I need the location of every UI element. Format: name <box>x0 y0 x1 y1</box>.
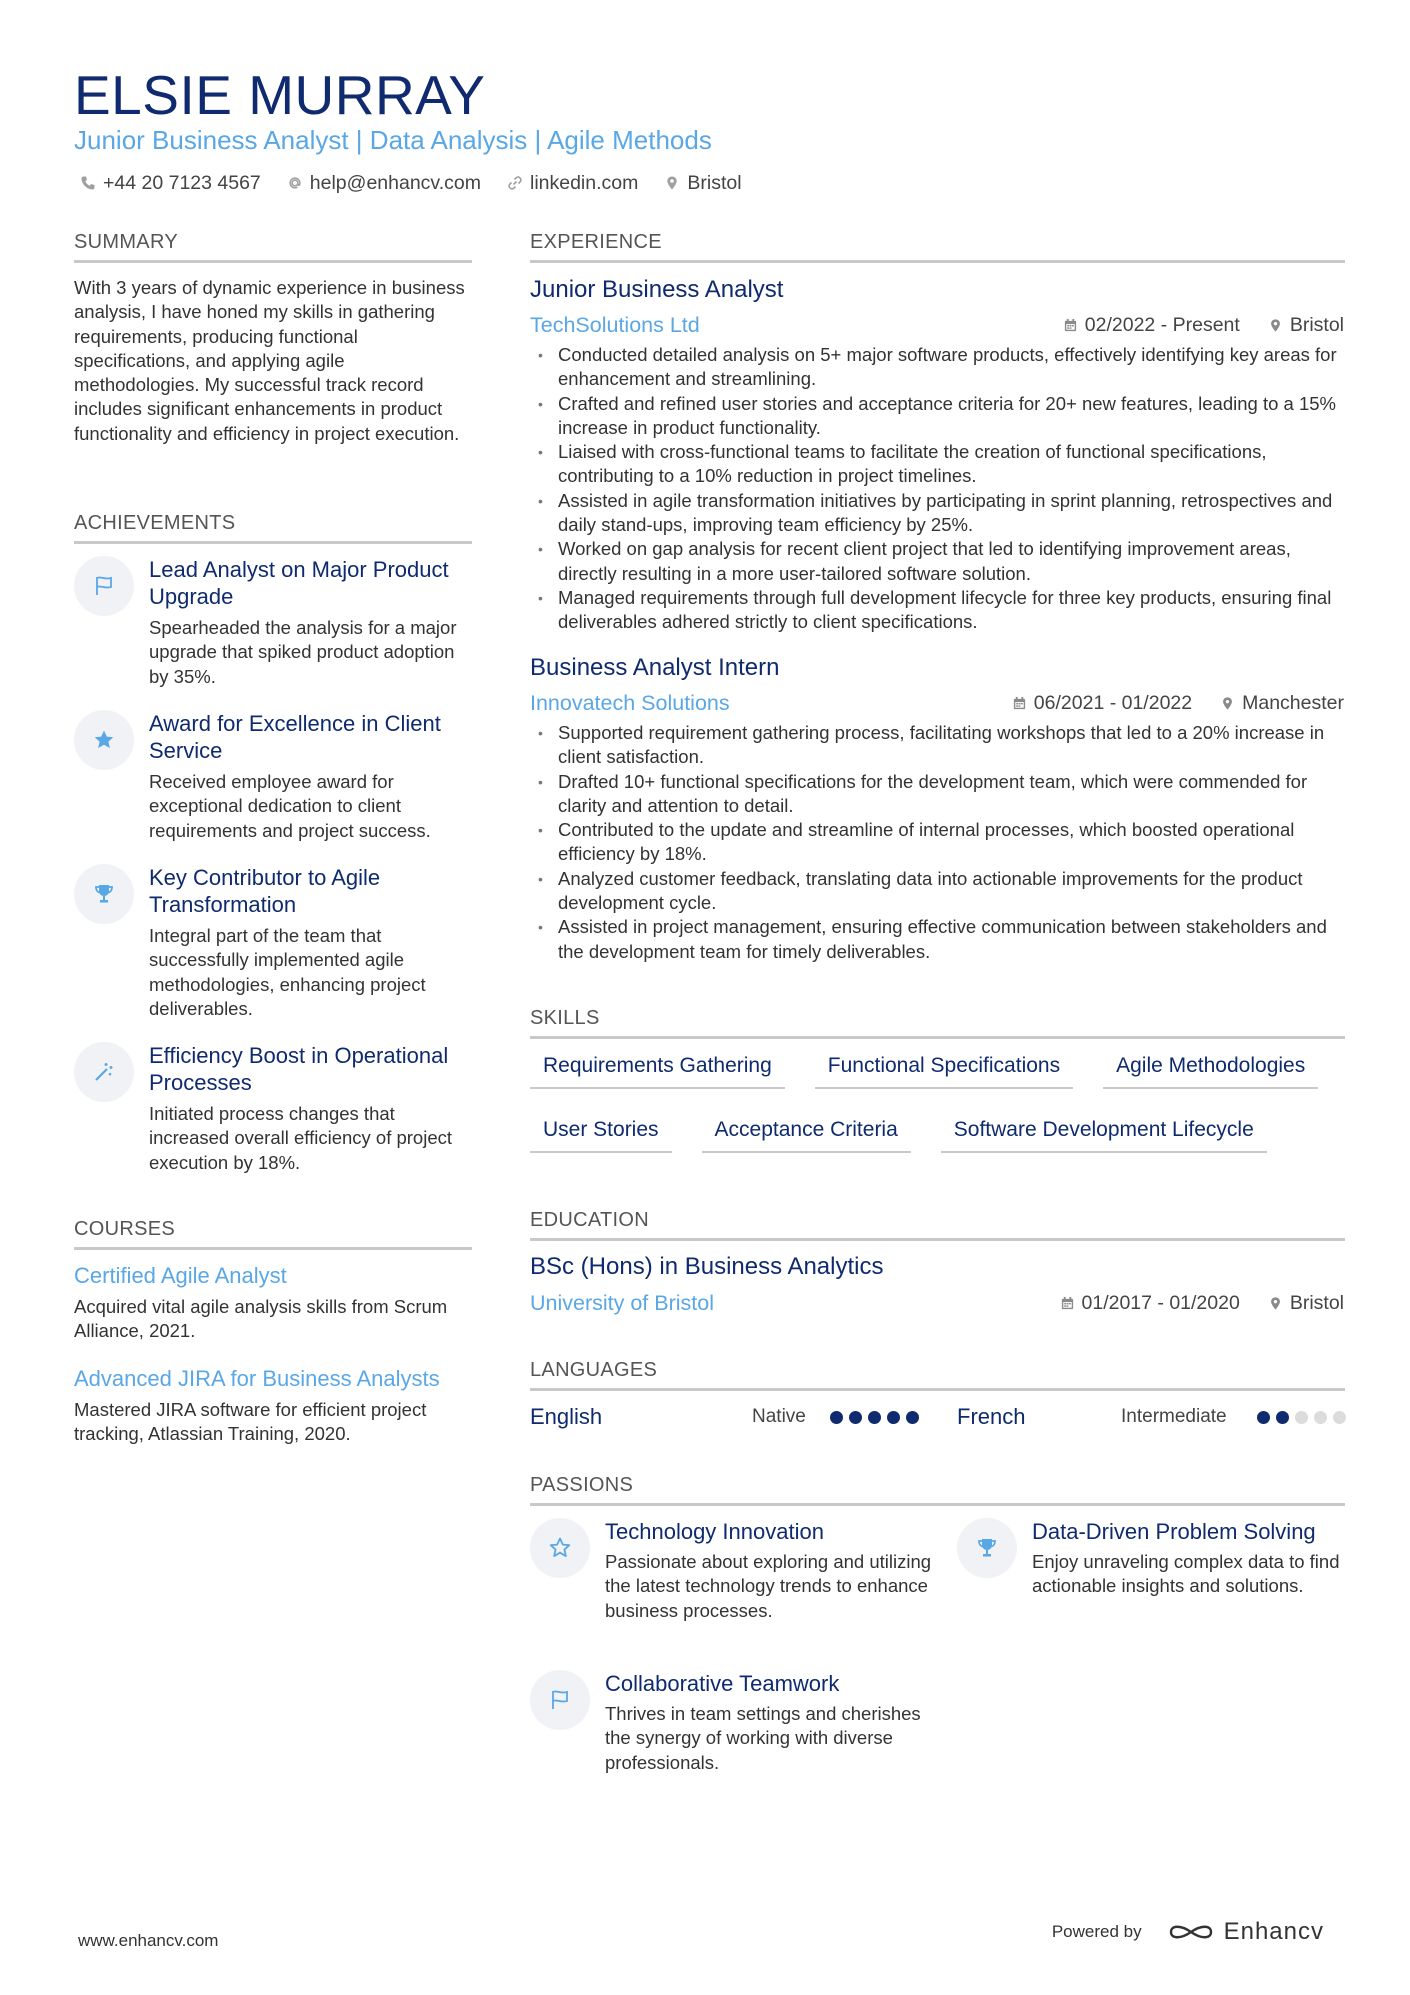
job-location-text: Manchester <box>1242 692 1344 714</box>
skill-tag: Acceptance Criteria <box>702 1116 911 1153</box>
brand-name: Enhancv <box>1223 1918 1324 1945</box>
job-location <box>1220 689 1344 717</box>
course-title: Certified Agile Analyst <box>74 1263 287 1288</box>
job-bullet: • Supported requirement gathering process, facilitating workshops that led to a 20% increase in client satisfaction. <box>530 721 1345 770</box>
job-bullet: • Drafted 10+ functional specifications for the development team, which were commended for clarity and attention to detail. <box>530 770 1345 819</box>
achievement-title: Award for Excellence in Client Service <box>149 711 441 763</box>
education-location-text: Bristol <box>1289 1292 1344 1314</box>
skill-tag: Functional Specifications <box>815 1052 1073 1089</box>
star-icon <box>92 728 116 752</box>
achievement-icon-badge <box>74 864 134 924</box>
summary-heading: SUMMARY <box>74 230 472 263</box>
passion-title: Data-Driven Problem Solving <box>1032 1519 1316 1544</box>
courses-heading: COURSES <box>74 1217 472 1250</box>
contact-linkedin[interactable] <box>507 170 638 196</box>
education-dates-text: 01/2017 - 01/2020 <box>1081 1292 1240 1314</box>
achievement-icon-badge <box>74 1042 134 1102</box>
footer-website[interactable]: www.enhancv.com <box>78 1931 219 1950</box>
contact-phone-text: +44 20 7123 4567 <box>103 172 261 194</box>
contact-email-text: help@enhancv.com <box>309 172 481 194</box>
passion-icon-badge <box>530 1518 590 1578</box>
calendar-icon <box>1063 318 1078 333</box>
job-location-text: Bristol <box>1289 314 1344 336</box>
flag-icon <box>548 1688 572 1712</box>
candidate-title: Junior Business Analyst | Data Analysis | Agile Methods <box>74 125 712 155</box>
brand-logo[interactable] <box>1168 1918 1324 1946</box>
contact-linkedin-text: linkedin.com <box>529 172 639 194</box>
achievement-desc: Received employee award for exceptional dedication to client requirements and project success. <box>149 771 431 841</box>
job-dates <box>1012 689 1192 717</box>
job-dates-text: 02/2022 - Present <box>1084 314 1240 336</box>
education-meta <box>1060 1289 1345 1317</box>
rating-dot <box>1257 1411 1270 1424</box>
job-company: Innovatech Solutions <box>530 691 730 715</box>
education-location <box>1268 1289 1344 1317</box>
powered-by-text: Powered by <box>1051 1922 1142 1941</box>
calendar-icon <box>1012 696 1027 711</box>
passion-desc: Thrives in team settings and cherishes the synergy of working with diverse professionals. <box>605 1703 921 1773</box>
rating-dot <box>887 1411 900 1424</box>
achievement-title: Key Contributor to Agile Transformation <box>149 865 381 917</box>
job-bullet: • Assisted in agile transformation initiatives by participating in sprint planning, retrospectives and daily stand-ups, improving team efficiency by 25%. <box>530 489 1345 538</box>
contact-email[interactable] <box>287 170 481 196</box>
contact-bar <box>80 170 742 196</box>
passion-title: Collaborative Teamwork <box>605 1671 840 1696</box>
skills-list <box>530 1052 1350 1153</box>
job-dates-text: 06/2021 - 01/2022 <box>1033 692 1193 714</box>
achievements-heading: ACHIEVEMENTS <box>74 511 472 544</box>
location-icon <box>1268 1296 1283 1311</box>
job-bullet: • Crafted and refined user stories and acceptance criteria for 20+ new features, leading to a 15% increase in product functionality. <box>530 392 1345 441</box>
education-school: University of Bristol <box>530 1291 714 1315</box>
job-bullet: • Worked on gap analysis for recent client project that led to identifying improvement areas, directly resulting in a more user-tailored software solution. <box>530 537 1345 586</box>
location-icon <box>1220 696 1235 711</box>
course-title: Advanced JIRA for Business Analysts <box>74 1366 440 1391</box>
rating-dot <box>830 1411 843 1424</box>
skill-tag: Software Development Lifecycle <box>941 1116 1267 1153</box>
magic-wand-icon <box>92 1060 116 1084</box>
job-bullet: • Liaised with cross-functional teams to facilitate the creation of functional specifications, contributing to a 10% reduction in project timelines. <box>530 440 1345 489</box>
job-bullet: • Assisted in project management, ensuring effective communication between stakeholders and the development team for timely deliverables. <box>530 915 1345 964</box>
passion-icon-badge <box>957 1518 1017 1578</box>
achievement-icon-badge <box>74 556 134 616</box>
experience-heading: EXPERIENCE <box>530 230 1345 263</box>
language-level: Intermediate <box>1121 1406 1227 1427</box>
languages-heading: LANGUAGES <box>530 1358 1345 1391</box>
achievement-desc: Spearheaded the analysis for a major upgrade that spiked product adoption by 35%. <box>149 617 457 687</box>
skill-tag: User Stories <box>530 1116 672 1153</box>
education-dates <box>1060 1289 1240 1317</box>
language-name: English <box>530 1404 603 1429</box>
job-dates <box>1063 311 1240 339</box>
achievement-title: Lead Analyst on Major Product Upgrade <box>149 557 449 609</box>
rating-dot <box>1314 1411 1327 1424</box>
rating-dot <box>868 1411 881 1424</box>
achievement-desc: Initiated process changes that increased overall efficiency of project execution by 18%. <box>149 1103 453 1173</box>
skill-tag: Agile Methodologies <box>1103 1052 1318 1089</box>
passion-desc: Passionate about exploring and utilizing the latest technology trends to enhance business processes. <box>605 1551 932 1621</box>
job-bullet: • Conducted detailed analysis on 5+ major software products, effectively identifying key areas for enhancement and streamlining. <box>530 343 1345 392</box>
contact-location <box>664 170 741 196</box>
calendar-icon <box>1060 1296 1075 1311</box>
job-bullet: • Managed requirements through full development lifecycle for three key products, ensuring final deliverables adhered strictly to client specifications. <box>530 586 1345 635</box>
job-company: TechSolutions Ltd <box>530 313 700 337</box>
skills-heading: SKILLS <box>530 1006 1345 1039</box>
link-icon <box>507 175 523 191</box>
rating-dot <box>1333 1411 1346 1424</box>
passions-heading: PASSIONS <box>530 1473 1345 1506</box>
job-title: Business Analyst Intern <box>530 654 780 681</box>
job-bullets <box>530 721 1345 964</box>
enhancv-logo-icon <box>1168 1920 1214 1944</box>
course-desc: Mastered JIRA software for efficient project tracking, Atlassian Training, 2020. <box>74 1399 427 1445</box>
achievement-desc: Integral part of the team that successfully implemented agile methodologies, enhancing project deliverables. <box>149 925 426 1019</box>
language-name: French <box>957 1404 1026 1429</box>
job-location <box>1268 311 1344 339</box>
candidate-name: ELSIE MURRAY <box>74 64 486 126</box>
contact-location-text: Bristol <box>687 172 742 194</box>
education-degree: BSc (Hons) in Business Analytics <box>530 1253 884 1280</box>
location-icon <box>664 175 680 191</box>
job-bullets <box>530 343 1345 635</box>
summary-text: With 3 years of dynamic experience in business analysis, I have honed my skills in gathering requirements, producing functional specifications, and applying agile methodologies. My successful track record includes significant enhancements in product functionality and efficiency in project execution. <box>74 277 465 444</box>
passion-title: Technology Innovation <box>605 1519 824 1544</box>
job-bullet: • Analyzed customer feedback, translating data into actionable improvements for the product development cycle. <box>530 867 1345 916</box>
rating-dot <box>906 1411 919 1424</box>
language-rating <box>1257 1411 1346 1424</box>
job-meta <box>1012 689 1344 717</box>
language-level: Native <box>752 1406 806 1427</box>
achievement-title: Efficiency Boost in Operational Processes <box>149 1043 449 1095</box>
contact-phone[interactable] <box>80 170 261 196</box>
flag-icon <box>92 574 116 598</box>
phone-icon <box>80 175 96 191</box>
job-title: Junior Business Analyst <box>530 276 784 303</box>
trophy-icon <box>92 882 116 906</box>
footer-branding <box>1052 1918 1324 1946</box>
at-icon <box>287 175 303 191</box>
skill-tag: Requirements Gathering <box>530 1052 785 1089</box>
job-meta <box>1063 311 1344 339</box>
passion-desc: Enjoy unraveling complex data to find actionable insights and solutions. <box>1032 1551 1340 1597</box>
location-icon <box>1268 318 1283 333</box>
trophy-icon <box>975 1536 999 1560</box>
course-desc: Acquired vital agile analysis skills from Scrum Alliance, 2021. <box>74 1296 448 1342</box>
achievement-icon-badge <box>74 710 134 770</box>
language-rating <box>830 1411 919 1424</box>
rating-dot <box>849 1411 862 1424</box>
rating-dot <box>1276 1411 1289 1424</box>
education-heading: EDUCATION <box>530 1208 1345 1241</box>
rating-dot <box>1295 1411 1308 1424</box>
passion-icon-badge <box>530 1670 590 1730</box>
job-bullet: • Contributed to the update and streamline of internal processes, which boosted operational efficiency by 18%. <box>530 818 1345 867</box>
star-icon <box>548 1536 572 1560</box>
